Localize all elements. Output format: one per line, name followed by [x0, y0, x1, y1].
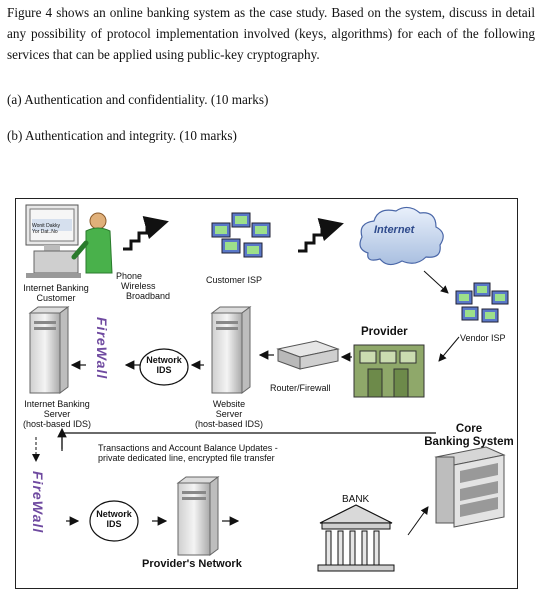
screen-text-2: Yor Dat..No: [32, 229, 58, 235]
router-firewall-icon: [278, 341, 338, 369]
website-server-label: Website Server (host-based IDS): [194, 399, 264, 429]
provider-building-icon: [354, 345, 424, 397]
providers-network-label: Provider's Network: [142, 558, 242, 570]
firewall-label-bottom: FireWall: [30, 471, 46, 534]
transactions-label: Transactions and Account Balance Updates - private dedicated line, encrypted file transfer: [98, 443, 278, 463]
internet-label: Internet: [374, 224, 415, 236]
core-banking-system-icon: [436, 447, 504, 527]
internet-banking-server-icon: [30, 307, 68, 393]
internet-banking-server-label: Internet Banking Server (host-based IDS): [22, 399, 92, 429]
vendor-isp-label: Vendor ISP: [460, 333, 506, 343]
question-intro: Figure 4 shows an online banking system as the case study. Based on the system, discuss in detail any possibility of protocol implementation involved (keys, algorithms) for each of the following services that can be applied using public-key cryptography.: [7, 5, 535, 62]
vendor-isp-icon: [456, 283, 508, 322]
internet-banking-customer-label: Internet Banking Customer: [23, 283, 89, 303]
customer-isp-label: Customer ISP: [206, 275, 263, 285]
core-banking-system-label: Core Banking System: [424, 423, 514, 448]
internet-cloud-icon: [360, 207, 443, 264]
phone-wireless-broadband-label: Phone Wireless Broadband: [116, 271, 171, 301]
provider-label: Provider: [361, 326, 408, 338]
question-text: [7, 2, 535, 65]
network-ids-label-1: Network IDS: [146, 355, 182, 375]
bank-building-icon: [318, 505, 394, 571]
question-part-a: (a) Authentication and confidentiality. (10 marks): [7, 92, 269, 107]
firewall-label-top: FireWall: [94, 317, 110, 380]
providers-network-server-icon: [178, 477, 218, 555]
diagram-graphics: [16, 199, 517, 588]
screen-text-1: Wonit Dakky: [32, 223, 60, 229]
question-part-b: (b) Authentication and integrity. (10 marks): [7, 128, 237, 143]
online-banking-diagram: [15, 198, 518, 589]
customer-isp-icon: [212, 213, 270, 257]
router-firewall-label: Router/Firewall: [270, 383, 331, 393]
bank-label: BANK: [342, 494, 370, 505]
website-server-icon: [212, 307, 250, 393]
customer-computer-icon: [26, 205, 112, 278]
network-ids-label-2: Network IDS: [96, 509, 132, 529]
